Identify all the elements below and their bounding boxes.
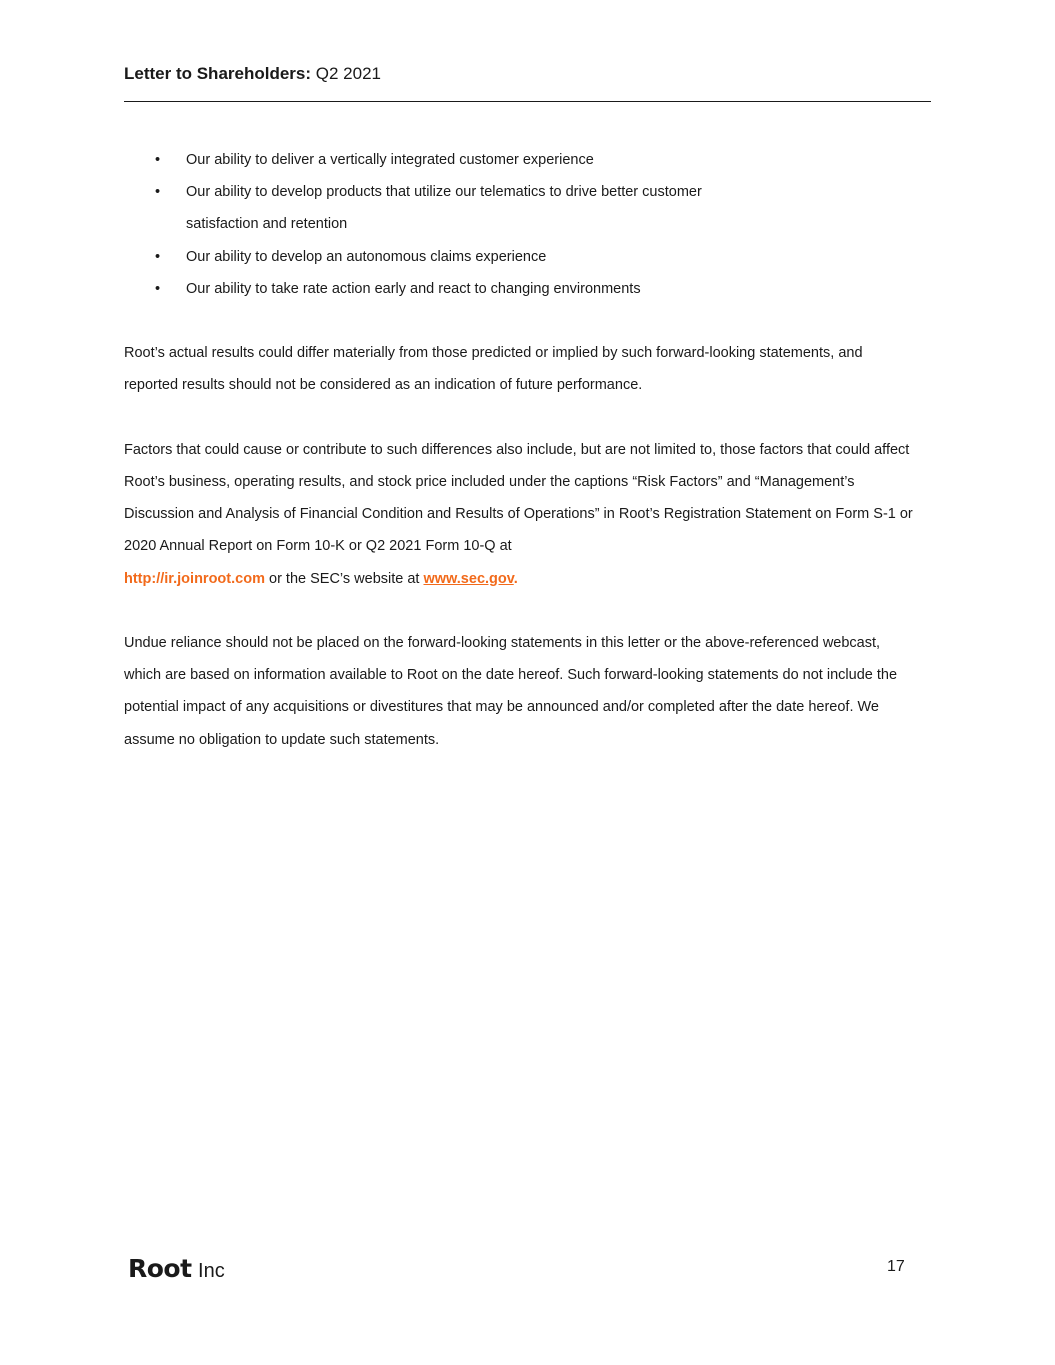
list-item-text: Our ability to deliver a vertically integrated customer experience (186, 152, 594, 168)
paragraph-text: or the SEC’s website at (269, 570, 420, 587)
list-item (124, 176, 776, 240)
document-body (124, 144, 914, 756)
bullet-marker: • (155, 184, 161, 201)
paragraph-undue-reliance: Undue reliance should not be placed on the forward-looking statements in this letter or the above-referenced webcast, which are based on information available to Root on the date hereof. Such forward-looking statements do not include the potential impact of any acquisitions or divestitures that may be announced and/or completed after the date hereof. We assume no obligation to update such statements. (124, 635, 898, 748)
bullet-marker: • (155, 248, 161, 265)
header-title: Letter to Shareholders: (124, 64, 312, 83)
bullet-list (124, 144, 914, 305)
investor-relations-link[interactable]: http://ir.joinroot.com (124, 570, 265, 587)
sec-website-link[interactable]: www.sec.gov (423, 570, 514, 587)
page-header (124, 63, 381, 85)
list-item-text: Our ability to take rate action early and react to changing environments (186, 280, 641, 297)
list-item (124, 241, 776, 273)
list-item (124, 144, 776, 176)
header-period: Q2 2021 (315, 64, 382, 83)
paragraph-results-disclaimer: Root’s actual results could differ materially from those predicted or implied by such forward-looking statements, and reported results should not be considered as an indication of future performance. (124, 345, 863, 394)
logo-suffix: Inc (198, 1260, 225, 1282)
list-item (124, 273, 776, 305)
header-divider (124, 101, 931, 102)
bullet-marker: • (155, 152, 161, 168)
page-number: 17 (887, 1258, 905, 1275)
paragraph-period: . (513, 570, 518, 587)
paragraph-risk-factors (124, 434, 914, 595)
list-item-text: Our ability to develop an autonomous claims experience (186, 248, 547, 265)
paragraph-text: Factors that could cause or contribute to such differences also include, but are not limited to, those factors that could affect Root’s business, operating results, and stock price included under the captions “Risk Factors” and “Management’s Discussion and Analysis of Financial Condition and Results of Operations” in Root’s Registration Statement on Form S-1 or 2020 Annual Report on Form 10-K or Q2 2021 Form 10-Q at (124, 441, 913, 555)
bullet-marker: • (155, 280, 161, 297)
logo-wordmark: Root (128, 1254, 192, 1283)
company-logo (128, 1254, 225, 1288)
list-item-text: Our ability to develop products that utilize our telematics to drive better customer satisfaction and retention (186, 184, 702, 233)
